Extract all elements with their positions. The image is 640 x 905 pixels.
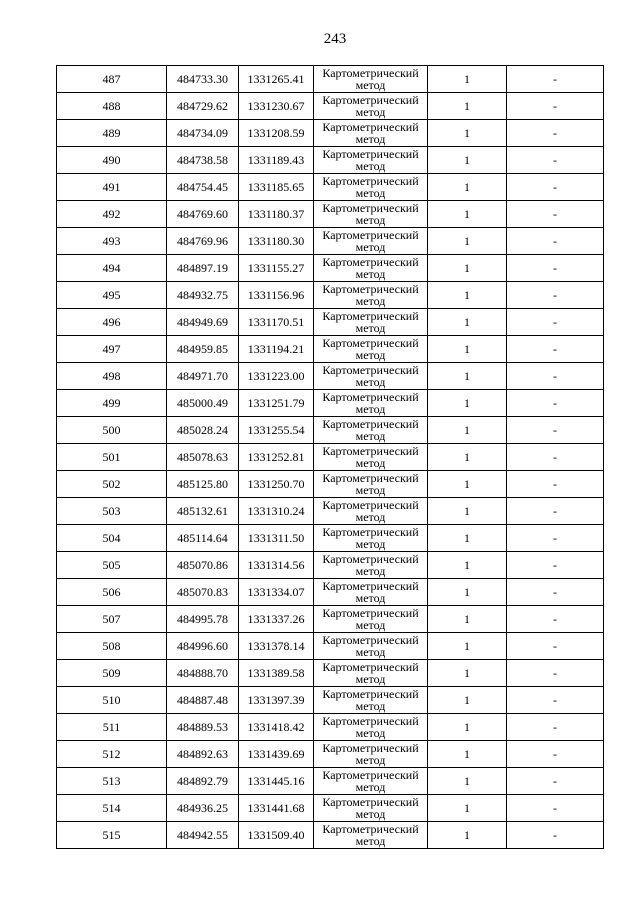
method-line: Картометрический <box>322 687 419 701</box>
method-line: метод <box>355 429 386 443</box>
table-row <box>57 633 604 660</box>
accuracy-cell: 1 <box>428 579 507 606</box>
point-number-cell: 508 <box>57 633 167 660</box>
table-row <box>57 741 604 768</box>
method-cell <box>314 660 428 687</box>
method-cell <box>314 822 428 849</box>
method-cell <box>314 552 428 579</box>
x-coordinate-cell: 484888.70 <box>167 660 239 687</box>
method-line: метод <box>355 321 386 335</box>
method-line: метод <box>355 159 386 173</box>
method-line: метод <box>355 186 386 200</box>
y-coordinate-cell: 1331314.56 <box>239 552 314 579</box>
method-cell <box>314 93 428 120</box>
point-number-cell: 500 <box>57 417 167 444</box>
dash-cell: - <box>507 498 604 525</box>
accuracy-cell: 1 <box>428 309 507 336</box>
y-coordinate-cell: 1331180.37 <box>239 201 314 228</box>
method-line: Картометрический <box>322 525 419 539</box>
accuracy-cell: 1 <box>428 687 507 714</box>
y-coordinate-cell: 1331265.41 <box>239 66 314 93</box>
method-line: Картометрический <box>322 120 419 134</box>
table-row <box>57 228 604 255</box>
method-cell <box>314 120 428 147</box>
table-row <box>57 822 604 849</box>
dash-cell: - <box>507 795 604 822</box>
accuracy-cell: 1 <box>428 741 507 768</box>
table-row <box>57 552 604 579</box>
dash-cell: - <box>507 282 604 309</box>
y-coordinate-cell: 1331230.67 <box>239 93 314 120</box>
accuracy-cell: 1 <box>428 255 507 282</box>
accuracy-cell: 1 <box>428 660 507 687</box>
x-coordinate-cell: 484734.09 <box>167 120 239 147</box>
method-line: Картометрический <box>322 552 419 566</box>
y-coordinate-cell: 1331255.54 <box>239 417 314 444</box>
accuracy-cell: 1 <box>428 201 507 228</box>
x-coordinate-cell: 484892.63 <box>167 741 239 768</box>
x-coordinate-cell: 484887.48 <box>167 687 239 714</box>
x-coordinate-cell: 484949.69 <box>167 309 239 336</box>
point-number-cell: 513 <box>57 768 167 795</box>
method-cell <box>314 444 428 471</box>
accuracy-cell: 1 <box>428 174 507 201</box>
dash-cell: - <box>507 147 604 174</box>
point-number-cell: 502 <box>57 471 167 498</box>
dash-cell: - <box>507 552 604 579</box>
x-coordinate-cell: 484738.58 <box>167 147 239 174</box>
method-cell <box>314 336 428 363</box>
dash-cell: - <box>507 120 604 147</box>
accuracy-cell: 1 <box>428 471 507 498</box>
y-coordinate-cell: 1331397.39 <box>239 687 314 714</box>
accuracy-cell: 1 <box>428 768 507 795</box>
point-number-cell: 506 <box>57 579 167 606</box>
y-coordinate-cell: 1331170.51 <box>239 309 314 336</box>
table-row <box>57 606 604 633</box>
method-line: Картометрический <box>322 309 419 323</box>
y-coordinate-cell: 1331439.69 <box>239 741 314 768</box>
y-coordinate-cell: 1331441.68 <box>239 795 314 822</box>
accuracy-cell: 1 <box>428 633 507 660</box>
accuracy-cell: 1 <box>428 498 507 525</box>
x-coordinate-cell: 484897.19 <box>167 255 239 282</box>
dash-cell: - <box>507 633 604 660</box>
accuracy-cell: 1 <box>428 390 507 417</box>
method-line: метод <box>355 105 386 119</box>
method-cell <box>314 309 428 336</box>
x-coordinate-cell: 484959.85 <box>167 336 239 363</box>
method-line: метод <box>355 780 386 794</box>
method-line: метод <box>355 726 386 740</box>
method-line: метод <box>355 78 386 92</box>
method-cell <box>314 174 428 201</box>
point-number-cell: 501 <box>57 444 167 471</box>
dash-cell: - <box>507 390 604 417</box>
point-number-cell: 491 <box>57 174 167 201</box>
method-cell <box>314 498 428 525</box>
y-coordinate-cell: 1331251.79 <box>239 390 314 417</box>
dash-cell: - <box>507 714 604 741</box>
method-line: метод <box>355 591 386 605</box>
table-row <box>57 363 604 390</box>
method-cell <box>314 741 428 768</box>
method-cell <box>314 795 428 822</box>
point-number-cell: 509 <box>57 660 167 687</box>
y-coordinate-cell: 1331389.58 <box>239 660 314 687</box>
method-line: метод <box>355 456 386 470</box>
point-number-cell: 504 <box>57 525 167 552</box>
dash-cell: - <box>507 579 604 606</box>
x-coordinate-cell: 484936.25 <box>167 795 239 822</box>
method-line: Картометрический <box>322 822 419 836</box>
x-coordinate-cell: 485125.80 <box>167 471 239 498</box>
accuracy-cell: 1 <box>428 417 507 444</box>
x-coordinate-cell: 484892.79 <box>167 768 239 795</box>
dash-cell: - <box>507 687 604 714</box>
method-line: метод <box>355 483 386 497</box>
method-line: метод <box>355 402 386 416</box>
method-cell <box>314 579 428 606</box>
point-number-cell: 490 <box>57 147 167 174</box>
y-coordinate-cell: 1331337.26 <box>239 606 314 633</box>
x-coordinate-cell: 484995.78 <box>167 606 239 633</box>
accuracy-cell: 1 <box>428 714 507 741</box>
method-line: Картометрический <box>322 768 419 782</box>
y-coordinate-cell: 1331378.14 <box>239 633 314 660</box>
point-number-cell: 493 <box>57 228 167 255</box>
method-line: Картометрический <box>322 660 419 674</box>
point-number-cell: 488 <box>57 93 167 120</box>
point-number-cell: 514 <box>57 795 167 822</box>
accuracy-cell: 1 <box>428 363 507 390</box>
x-coordinate-cell: 484733.30 <box>167 66 239 93</box>
accuracy-cell: 1 <box>428 93 507 120</box>
table-row <box>57 579 604 606</box>
method-line: метод <box>355 132 386 146</box>
method-line: метод <box>355 213 386 227</box>
accuracy-cell: 1 <box>428 66 507 93</box>
table-row <box>57 201 604 228</box>
point-number-cell: 512 <box>57 741 167 768</box>
dash-cell: - <box>507 822 604 849</box>
method-cell <box>314 417 428 444</box>
y-coordinate-cell: 1331250.70 <box>239 471 314 498</box>
dash-cell: - <box>507 768 604 795</box>
point-number-cell: 503 <box>57 498 167 525</box>
x-coordinate-cell: 485070.86 <box>167 552 239 579</box>
method-line: Картометрический <box>322 795 419 809</box>
table-row <box>57 444 604 471</box>
method-line: Картометрический <box>322 417 419 431</box>
method-line: Картометрический <box>322 606 419 620</box>
method-line: метод <box>355 375 386 389</box>
method-line: Картометрический <box>322 282 419 296</box>
x-coordinate-cell: 484932.75 <box>167 282 239 309</box>
accuracy-cell: 1 <box>428 120 507 147</box>
dash-cell: - <box>507 93 604 120</box>
table-row <box>57 768 604 795</box>
accuracy-cell: 1 <box>428 282 507 309</box>
table-row <box>57 525 604 552</box>
point-number-cell: 492 <box>57 201 167 228</box>
accuracy-cell: 1 <box>428 336 507 363</box>
x-coordinate-cell: 485070.83 <box>167 579 239 606</box>
accuracy-cell: 1 <box>428 795 507 822</box>
table-row <box>57 660 604 687</box>
method-line: метод <box>355 618 386 632</box>
x-coordinate-cell: 484769.96 <box>167 228 239 255</box>
dash-cell: - <box>507 525 604 552</box>
x-coordinate-cell: 485078.63 <box>167 444 239 471</box>
point-number-cell: 499 <box>57 390 167 417</box>
y-coordinate-cell: 1331334.07 <box>239 579 314 606</box>
y-coordinate-cell: 1331252.81 <box>239 444 314 471</box>
table-row <box>57 282 604 309</box>
table-row <box>57 255 604 282</box>
method-cell <box>314 525 428 552</box>
point-number-cell: 494 <box>57 255 167 282</box>
dash-cell: - <box>507 363 604 390</box>
method-cell <box>314 687 428 714</box>
method-line: метод <box>355 807 386 821</box>
dash-cell: - <box>507 228 604 255</box>
y-coordinate-cell: 1331311.50 <box>239 525 314 552</box>
method-line: метод <box>355 348 386 362</box>
table-row <box>57 309 604 336</box>
y-coordinate-cell: 1331509.40 <box>239 822 314 849</box>
method-cell <box>314 282 428 309</box>
point-number-cell: 495 <box>57 282 167 309</box>
method-line: Картометрический <box>322 174 419 188</box>
method-line: Картометрический <box>322 633 419 647</box>
method-cell <box>314 201 428 228</box>
table-body <box>57 66 604 849</box>
dash-cell: - <box>507 66 604 93</box>
y-coordinate-cell: 1331180.30 <box>239 228 314 255</box>
x-coordinate-cell: 485000.49 <box>167 390 239 417</box>
dash-cell: - <box>507 174 604 201</box>
coordinates-table <box>56 65 604 849</box>
dash-cell: - <box>507 741 604 768</box>
method-line: Картометрический <box>322 255 419 269</box>
point-number-cell: 515 <box>57 822 167 849</box>
method-line: метод <box>355 267 386 281</box>
table-row <box>57 147 604 174</box>
y-coordinate-cell: 1331189.43 <box>239 147 314 174</box>
accuracy-cell: 1 <box>428 444 507 471</box>
point-number-cell: 510 <box>57 687 167 714</box>
point-number-cell: 511 <box>57 714 167 741</box>
y-coordinate-cell: 1331194.21 <box>239 336 314 363</box>
method-cell <box>314 633 428 660</box>
point-number-cell: 507 <box>57 606 167 633</box>
method-cell <box>314 471 428 498</box>
point-number-cell: 496 <box>57 309 167 336</box>
dash-cell: - <box>507 309 604 336</box>
method-line: Картометрический <box>322 444 419 458</box>
x-coordinate-cell: 484769.60 <box>167 201 239 228</box>
method-line: Картометрический <box>322 471 419 485</box>
method-cell <box>314 714 428 741</box>
point-number-cell: 498 <box>57 363 167 390</box>
point-number-cell: 505 <box>57 552 167 579</box>
x-coordinate-cell: 485114.64 <box>167 525 239 552</box>
method-line: Картометрический <box>322 93 419 107</box>
table-row <box>57 795 604 822</box>
table-row <box>57 66 604 93</box>
y-coordinate-cell: 1331418.42 <box>239 714 314 741</box>
method-line: метод <box>355 564 386 578</box>
table-row <box>57 174 604 201</box>
table-row <box>57 417 604 444</box>
method-line: Картометрический <box>322 579 419 593</box>
point-number-cell: 489 <box>57 120 167 147</box>
accuracy-cell: 1 <box>428 822 507 849</box>
method-cell <box>314 228 428 255</box>
method-line: метод <box>355 294 386 308</box>
x-coordinate-cell: 484729.62 <box>167 93 239 120</box>
method-cell <box>314 66 428 93</box>
method-cell <box>314 390 428 417</box>
point-number-cell: 487 <box>57 66 167 93</box>
dash-cell: - <box>507 660 604 687</box>
method-line: метод <box>355 753 386 767</box>
x-coordinate-cell: 484971.70 <box>167 363 239 390</box>
method-line: Картометрический <box>322 228 419 242</box>
method-line: Картометрический <box>322 147 419 161</box>
method-line: Картометрический <box>322 363 419 377</box>
method-line: метод <box>355 672 386 686</box>
dash-cell: - <box>507 255 604 282</box>
y-coordinate-cell: 1331310.24 <box>239 498 314 525</box>
dash-cell: - <box>507 417 604 444</box>
dash-cell: - <box>507 336 604 363</box>
x-coordinate-cell: 484996.60 <box>167 633 239 660</box>
table-row <box>57 498 604 525</box>
method-line: метод <box>355 699 386 713</box>
table-row <box>57 687 604 714</box>
method-line: Картометрический <box>322 741 419 755</box>
y-coordinate-cell: 1331185.65 <box>239 174 314 201</box>
method-cell <box>314 255 428 282</box>
method-cell <box>314 768 428 795</box>
table-row <box>57 93 604 120</box>
dash-cell: - <box>507 471 604 498</box>
y-coordinate-cell: 1331223.00 <box>239 363 314 390</box>
table-row <box>57 471 604 498</box>
method-cell <box>314 363 428 390</box>
table-row <box>57 120 604 147</box>
method-cell <box>314 606 428 633</box>
accuracy-cell: 1 <box>428 606 507 633</box>
table-row <box>57 390 604 417</box>
table-row <box>57 714 604 741</box>
x-coordinate-cell: 484942.55 <box>167 822 239 849</box>
point-number-cell: 497 <box>57 336 167 363</box>
table-row <box>57 336 604 363</box>
y-coordinate-cell: 1331155.27 <box>239 255 314 282</box>
method-line: Картометрический <box>322 714 419 728</box>
method-line: Картометрический <box>322 336 419 350</box>
accuracy-cell: 1 <box>428 525 507 552</box>
dash-cell: - <box>507 606 604 633</box>
method-line: метод <box>355 645 386 659</box>
y-coordinate-cell: 1331445.16 <box>239 768 314 795</box>
method-line: метод <box>355 240 386 254</box>
accuracy-cell: 1 <box>428 228 507 255</box>
y-coordinate-cell: 1331208.59 <box>239 120 314 147</box>
method-line: метод <box>355 537 386 551</box>
accuracy-cell: 1 <box>428 147 507 174</box>
method-cell <box>314 147 428 174</box>
method-line: Картометрический <box>322 390 419 404</box>
page-number: 243 <box>323 31 347 47</box>
x-coordinate-cell: 484754.45 <box>167 174 239 201</box>
dash-cell: - <box>507 444 604 471</box>
method-line: Картометрический <box>322 66 419 80</box>
x-coordinate-cell: 485028.24 <box>167 417 239 444</box>
x-coordinate-cell: 485132.61 <box>167 498 239 525</box>
method-line: Картометрический <box>322 498 419 512</box>
x-coordinate-cell: 484889.53 <box>167 714 239 741</box>
method-line: метод <box>355 510 386 524</box>
y-coordinate-cell: 1331156.96 <box>239 282 314 309</box>
dash-cell: - <box>507 201 604 228</box>
accuracy-cell: 1 <box>428 552 507 579</box>
method-line: метод <box>355 834 386 848</box>
method-line: Картометрический <box>322 201 419 215</box>
